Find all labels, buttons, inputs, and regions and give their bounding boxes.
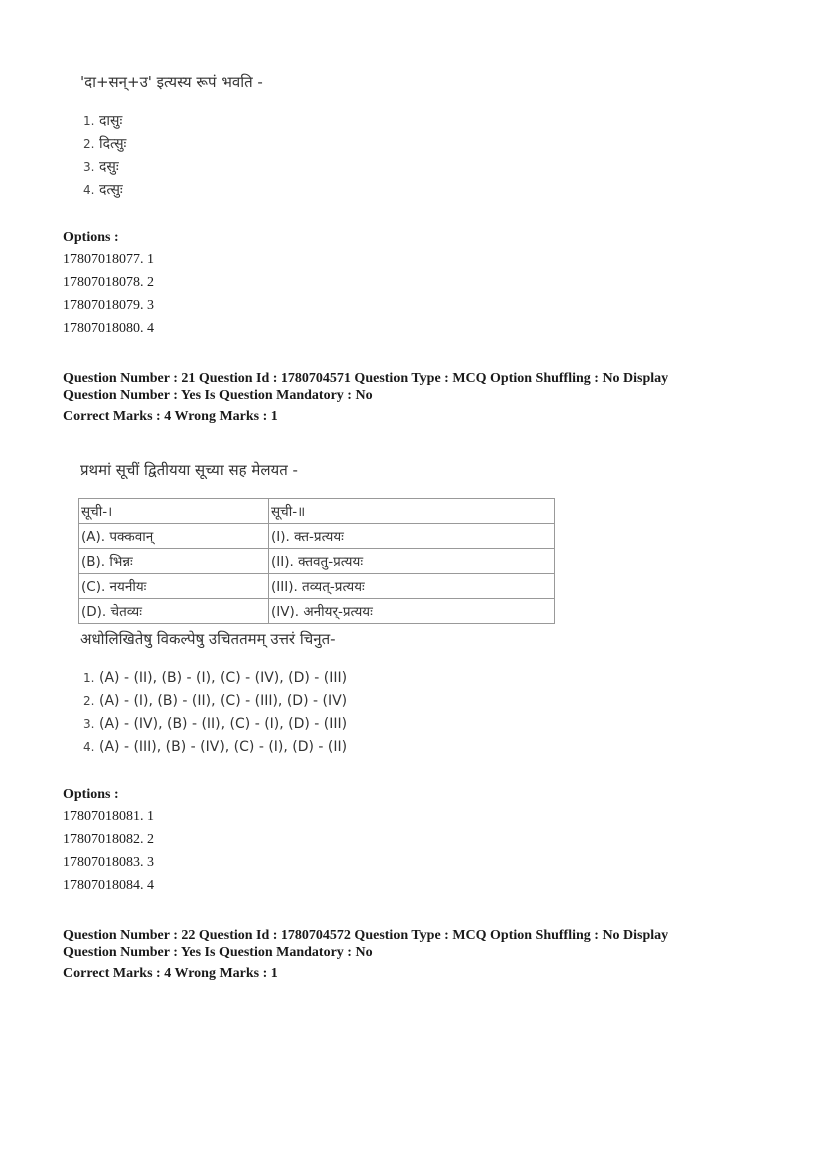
choice-text: (A) - (III), (B) - (IV), (C) - (I), (D) - (II) (99, 739, 348, 755)
options-list (63, 248, 154, 340)
option-id: 17807018079. 3 (63, 298, 154, 313)
table-cell: (III). तव्यत्-प्रत्ययः (269, 574, 555, 599)
table-cell: (C). नयनीयः (79, 574, 269, 599)
options-heading: Options : (63, 787, 119, 802)
table-header-cell: सूची-॥ (269, 499, 555, 524)
table-header-cell: सूची-। (79, 499, 269, 524)
meta-line-3: Correct Marks : 4 Wrong Marks : 1 (63, 409, 278, 424)
choice-text: दसुः (99, 159, 119, 175)
meta-line-1: Question Number : 21 Question Id : 1780704571 Question Type : MCQ Option Shuffling : No Display (63, 371, 669, 386)
choice-text: दत्सुः (99, 182, 123, 198)
table-cell: (B). भिन्नः (79, 549, 269, 574)
choice-number: 2. (83, 694, 95, 708)
choice-number: 4. (83, 740, 95, 754)
meta-line-3: Correct Marks : 4 Wrong Marks : 1 (63, 966, 278, 981)
option-id: 17807018084. 4 (63, 878, 154, 893)
match-table (78, 498, 555, 624)
choice-text: दित्सुः (99, 136, 127, 152)
question-21-text: प्रथमां सूचीं द्वितीयया सूच्या सह मेलयत - (80, 461, 298, 479)
question-20-choices (83, 110, 126, 202)
table-cell: (D). चेतव्यः (79, 599, 269, 624)
choice-item (83, 133, 126, 156)
choice-item (83, 667, 347, 690)
meta-line-2: Question Number : Yes Is Question Mandatory : No (63, 945, 373, 960)
option-id: 17807018081. 1 (63, 809, 154, 824)
option-id: 17807018078. 2 (63, 275, 154, 290)
question-20-text: 'दा+सन्+उ' इत्यस्य रूपं भवति - (80, 73, 263, 91)
choice-number: 4. (83, 183, 95, 197)
table-cell: (I). क्त-प्रत्ययः (269, 524, 555, 549)
option-id: 17807018077. 1 (63, 252, 154, 267)
table-cell: (IV). अनीयर्-प्रत्ययः (269, 599, 555, 624)
choice-item (83, 179, 126, 202)
choice-text: दासुः (99, 113, 123, 129)
question-21-instruction: अधोलिखितेषु विकल्पेषु उचिततमम् उत्तरं चिनुत- (80, 630, 336, 648)
meta-line-1: Question Number : 22 Question Id : 1780704572 Question Type : MCQ Option Shuffling : No Display (63, 928, 669, 943)
choice-number: 3. (83, 717, 95, 731)
choice-number: 1. (83, 114, 95, 128)
choice-item (83, 690, 347, 713)
question-21-meta (63, 370, 668, 425)
question-22-meta (63, 927, 668, 982)
meta-line-2: Question Number : Yes Is Question Mandatory : No (63, 388, 373, 403)
table-row (79, 599, 555, 624)
choice-number: 3. (83, 160, 95, 174)
table-row (79, 524, 555, 549)
table-row (79, 549, 555, 574)
choice-text: (A) - (II), (B) - (I), (C) - (IV), (D) - (III) (99, 670, 348, 686)
choice-text: (A) - (IV), (B) - (II), (C) - (I), (D) - (III) (99, 716, 348, 732)
options-list (63, 805, 154, 897)
question-21-choices (83, 667, 347, 759)
choice-item (83, 713, 347, 736)
options-heading: Options : (63, 230, 119, 245)
table-row (79, 574, 555, 599)
table-cell: (II). क्तवतु-प्रत्ययः (269, 549, 555, 574)
choice-text: (A) - (I), (B) - (II), (C) - (III), (D) - (IV) (99, 693, 348, 709)
choice-item (83, 736, 347, 759)
choice-item (83, 156, 126, 179)
choice-item (83, 110, 126, 133)
option-id: 17807018082. 2 (63, 832, 154, 847)
table-cell: (A). पक्कवान् (79, 524, 269, 549)
choice-number: 1. (83, 671, 95, 685)
table-header-row (79, 499, 555, 524)
option-id: 17807018080. 4 (63, 321, 154, 336)
option-id: 17807018083. 3 (63, 855, 154, 870)
choice-number: 2. (83, 137, 95, 151)
